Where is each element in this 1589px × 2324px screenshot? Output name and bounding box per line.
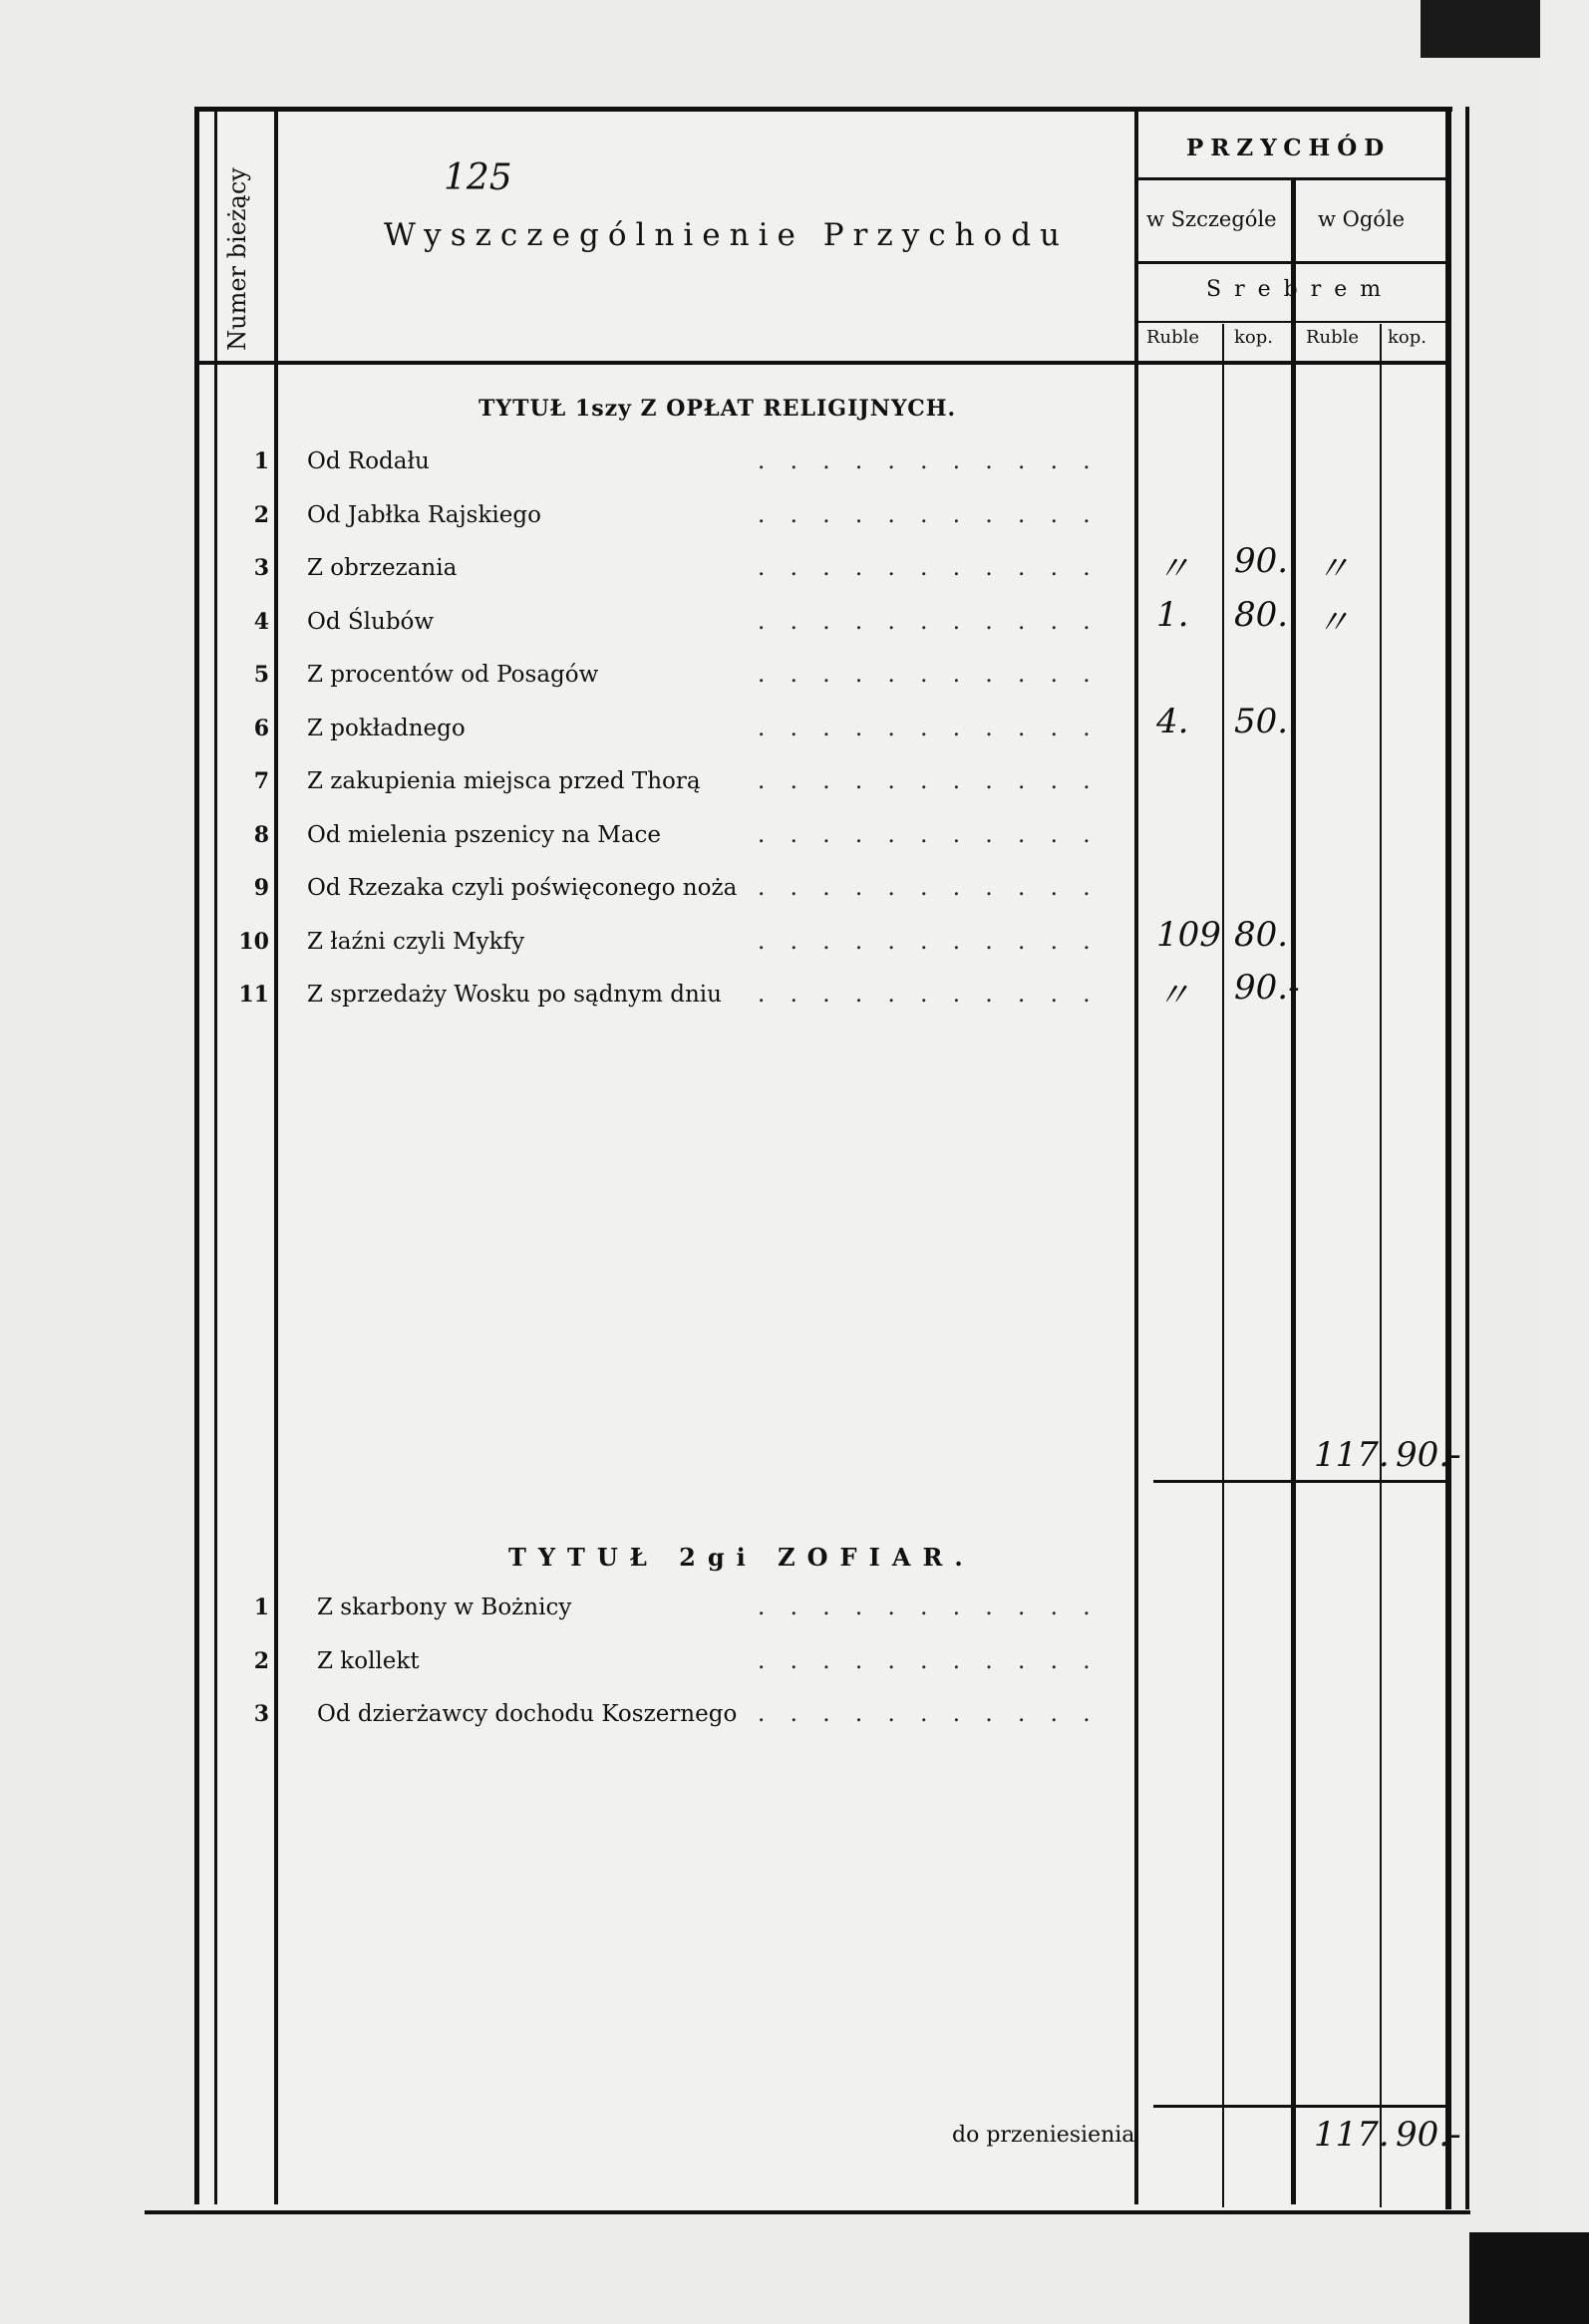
row-number: 8: [253, 821, 269, 848]
column-number-header: Numer bieżący: [222, 167, 251, 351]
leader-dots: . . . . . . . . . . .: [758, 982, 1100, 1008]
row-label: Od Rzezaka czyli poświęconego noża: [307, 875, 738, 901]
frame-left-inner: [214, 107, 217, 2204]
leader-dots: . . . . . . . . . . .: [758, 715, 1100, 741]
frame-bottom: [145, 2210, 1470, 2214]
row-kop: 50.: [1234, 701, 1289, 741]
adjacent-page-edge: [1540, 0, 1589, 2324]
row-number: 1: [253, 1595, 269, 1620]
section-1-total-kop: 90.-: [1396, 1435, 1461, 1475]
row-label: Od dzierżawcy dochodu Koszernego: [317, 1701, 738, 1727]
rub-kop-divider-1: [1222, 324, 1224, 2207]
row-label: Z procentów od Posagów: [307, 662, 599, 688]
row-number: 5: [253, 662, 269, 688]
row-kop: 90.-: [1234, 968, 1300, 1008]
row-rubles: 〃: [1156, 549, 1190, 589]
row-label: Z sprzedaży Wosku po sądnym dniu: [307, 982, 722, 1008]
leader-dots: . . . . . . . . . . .: [758, 448, 1100, 474]
row-label: Z obrzezania: [307, 555, 458, 581]
row-label: Od Jabłka Rajskiego: [307, 501, 541, 528]
number-col-divider: [274, 107, 278, 2204]
leader-dots: . . . . . . . . . . .: [758, 1595, 1100, 1620]
row-ogol: 〃: [1316, 602, 1350, 643]
page-title: Wyszczególnienie Przychodu: [384, 217, 1070, 253]
row-number: 7: [253, 768, 269, 794]
row-rubles: 4.: [1156, 701, 1189, 741]
row-rubles: 1.: [1156, 594, 1189, 635]
section-1-total-rubles: 117.: [1314, 1435, 1390, 1475]
row-label: Od mielenia pszenicy na Mace: [307, 821, 662, 848]
carry-rule: [1153, 2105, 1445, 2108]
w-ogole-header: w Ogóle: [1318, 207, 1406, 231]
row-number: 9: [253, 875, 269, 901]
row-number: 3: [253, 1701, 269, 1727]
row-label: Od Rodału: [307, 448, 430, 474]
row-number: 3: [253, 555, 269, 581]
row-number: 2: [253, 501, 269, 528]
leader-dots: . . . . . . . . . . .: [758, 501, 1100, 528]
row-number: 2: [253, 1647, 269, 1674]
w-szczegole-header: w Szczególe: [1146, 207, 1277, 231]
frame-right: [1445, 107, 1451, 2209]
carry-forward-rubles: 117.: [1314, 2115, 1390, 2155]
row-rubles: 〃: [1156, 976, 1190, 1016]
row-number: 6: [253, 715, 269, 741]
kop-header-1: kop.: [1234, 327, 1273, 348]
row-kop: 90.: [1234, 541, 1289, 581]
frame-top: [194, 107, 1452, 112]
subtotal-rule: [1153, 1480, 1445, 1483]
page-number: 125: [444, 157, 512, 198]
row-number: 4: [253, 608, 269, 635]
header-bottom-rule: [199, 361, 1447, 365]
leader-dots: . . . . . . . . . . .: [758, 821, 1100, 848]
section-2-title: TYTUŁ 2gi ZOFIAR.: [508, 1543, 975, 1572]
scan-dark-bottom-corner: [1469, 2232, 1589, 2324]
row-label: Z kollekt: [317, 1647, 420, 1674]
row-kop: 80.: [1234, 914, 1289, 955]
frame-right-outer: [1465, 107, 1469, 2209]
frame-left: [194, 107, 199, 2204]
amount-col-left: [1134, 112, 1138, 2204]
row-label: Z pokładnego: [307, 715, 466, 741]
row-rubles: 109: [1156, 914, 1221, 955]
leader-dots: . . . . . . . . . . .: [758, 1647, 1100, 1674]
row-label: Z skarbony w Bożnicy: [317, 1595, 572, 1620]
rub-kop-divider-2: [1380, 324, 1382, 2207]
scan-dark-corner: [1421, 0, 1540, 58]
row-label: Od Ślubów: [307, 608, 435, 635]
leader-dots: . . . . . . . . . . .: [758, 555, 1100, 581]
ruble-header-2: Ruble: [1306, 327, 1360, 348]
leader-dots: . . . . . . . . . . .: [758, 768, 1100, 794]
szcz-ogol-divider: [1291, 179, 1296, 2204]
row-label: Z zakupienia miejsca przed Thorą: [307, 768, 701, 794]
row-number: 1: [253, 448, 269, 474]
carry-forward-kop: 90.-: [1396, 2115, 1461, 2155]
leader-dots: . . . . . . . . . . .: [758, 928, 1100, 955]
section-1-title: TYTUŁ 1szy Z OPŁAT RELIGIJNYCH.: [478, 396, 957, 422]
ruble-header-1: Ruble: [1146, 327, 1200, 348]
carry-forward-label: do przeniesienia: [952, 2123, 1135, 2148]
leader-dots: . . . . . . . . . . .: [758, 608, 1100, 635]
row-label: Z łaźni czyli Mykfy: [307, 928, 525, 955]
przychod-header: PRZYCHÓD: [1186, 135, 1392, 161]
row-number: 11: [238, 982, 269, 1008]
leader-dots: . . . . . . . . . . .: [758, 662, 1100, 688]
leader-dots: . . . . . . . . . . .: [758, 875, 1100, 901]
srebrem-header: Srebrem: [1206, 277, 1395, 302]
row-kop: 80.: [1234, 594, 1289, 635]
kop-header-2: kop.: [1388, 327, 1427, 348]
ledger-sheet: [194, 107, 1452, 2209]
leader-dots: . . . . . . . . . . .: [758, 1701, 1100, 1727]
row-number: 10: [238, 928, 269, 955]
row-ogol: 〃: [1316, 549, 1350, 589]
